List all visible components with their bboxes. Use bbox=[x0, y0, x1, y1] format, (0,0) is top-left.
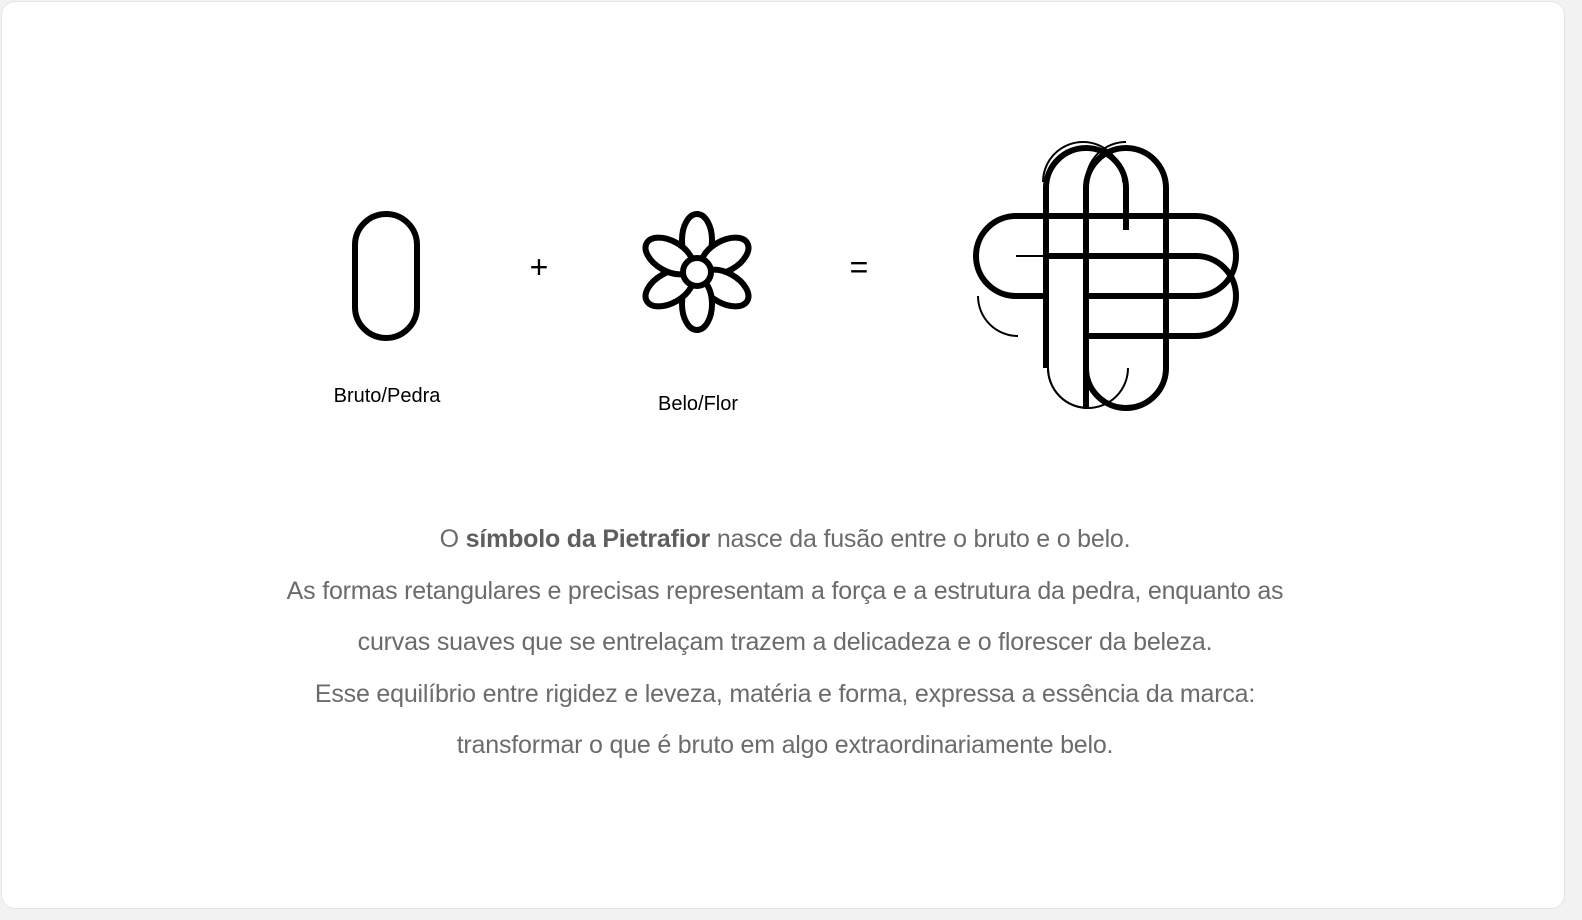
stone-capsule-icon bbox=[351, 210, 423, 344]
flower-label: Belo/Flor bbox=[657, 393, 739, 415]
symbol-description bbox=[2, 514, 1568, 772]
brand-emphasis: símbolo da Pietrafior bbox=[465, 525, 711, 553]
description-line-2: As formas retangulares e precisas representam a força e a estrutura da pedra, enquanto as bbox=[286, 576, 1284, 605]
description-line-5: transformar o que é bruto em algo extraordinariamente belo. bbox=[456, 731, 1114, 759]
equals-sign: = bbox=[849, 249, 869, 285]
description-line-1: O símbolo da Pietrafior nasce da fusão entre o bruto e o belo. bbox=[439, 525, 1131, 553]
pietrafior-symbol-icon bbox=[968, 140, 1244, 416]
flower-icon bbox=[640, 210, 756, 334]
presentation-card bbox=[1, 1, 1565, 909]
stone-label: Bruto/Pedra bbox=[333, 385, 441, 407]
plus-sign: + bbox=[529, 249, 549, 285]
description-line-4: Esse equilíbrio entre rigidez e leveza, matéria e forma, expressa a essência da marca: bbox=[314, 679, 1256, 708]
description-line-3: curvas suaves que se entrelaçam trazem a delicadeza e o florescer da beleza. bbox=[357, 628, 1213, 656]
